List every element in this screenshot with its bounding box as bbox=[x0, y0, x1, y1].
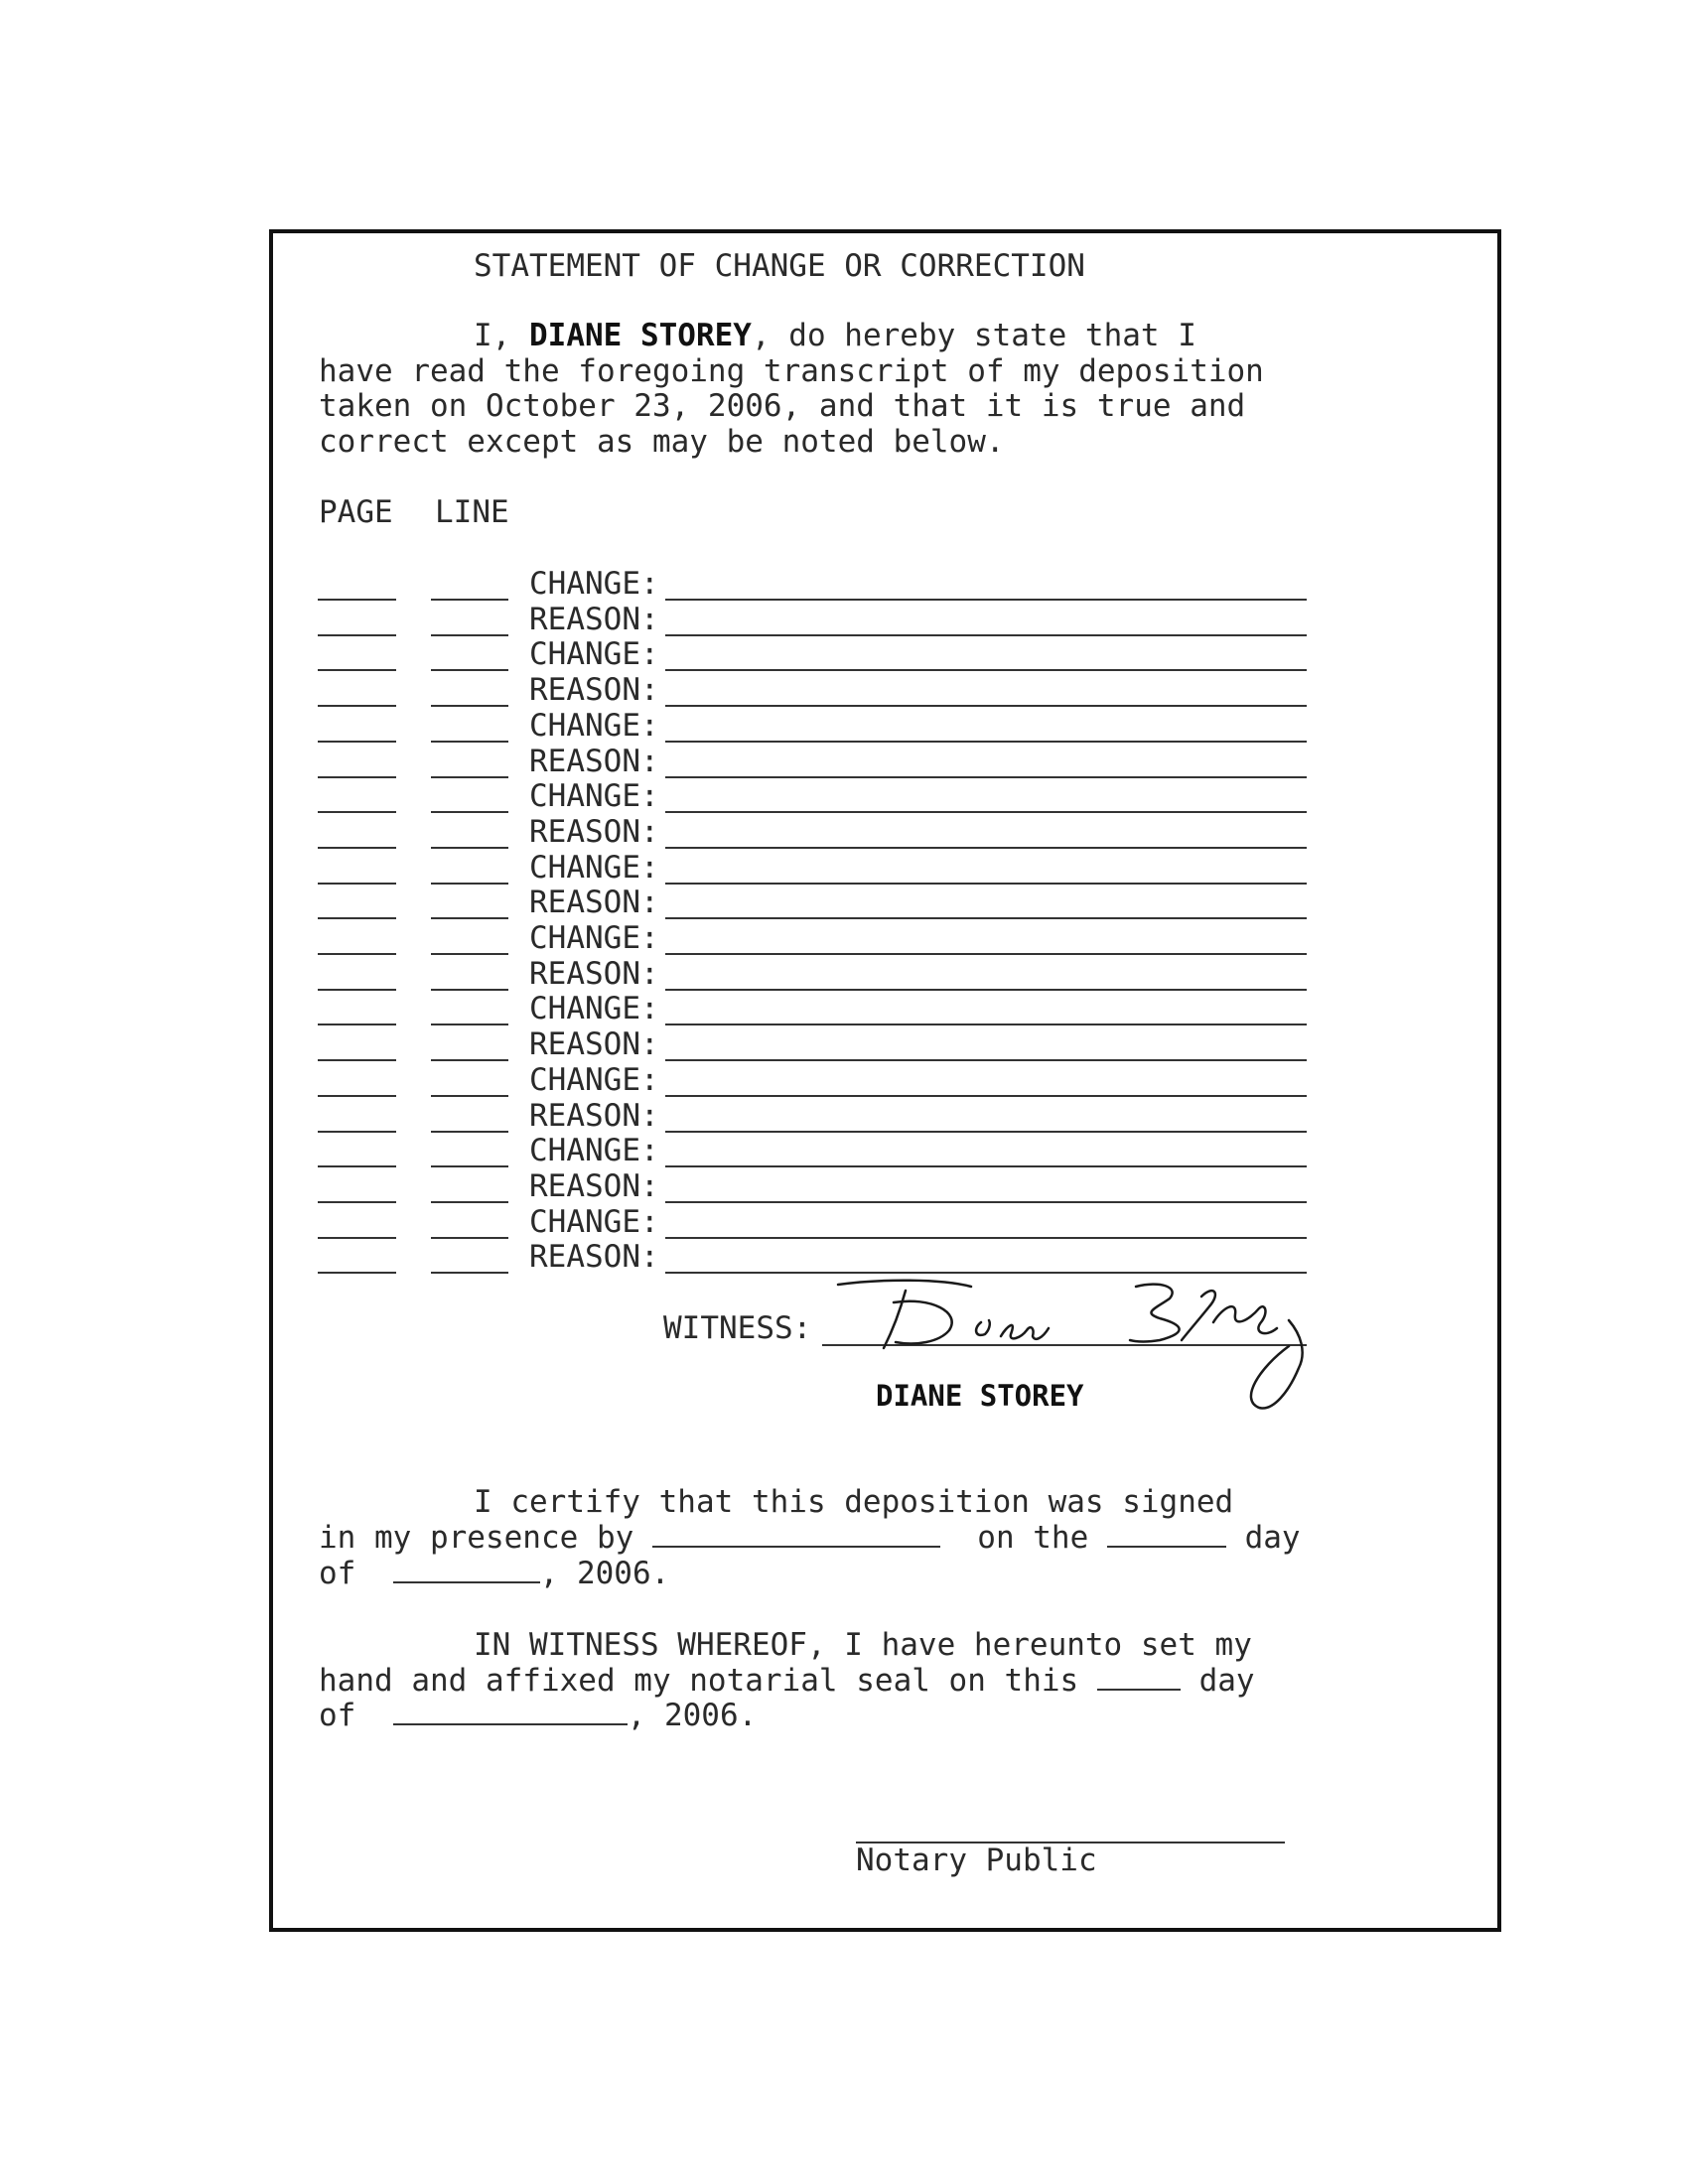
line-number-blank[interactable] bbox=[431, 1165, 508, 1167]
change-label: CHANGE: bbox=[529, 1062, 659, 1098]
reason-text-line[interactable] bbox=[665, 989, 1307, 991]
certify-month-blank[interactable] bbox=[393, 1558, 540, 1583]
change-text-line[interactable] bbox=[665, 1165, 1307, 1167]
change-text-line[interactable] bbox=[665, 1237, 1307, 1239]
line-number-blank[interactable] bbox=[431, 989, 508, 991]
page-number-blank[interactable] bbox=[318, 847, 396, 849]
change-label: CHANGE: bbox=[529, 708, 659, 744]
whereof-year-text: , 2006. bbox=[627, 1698, 758, 1733]
page-number-blank[interactable] bbox=[318, 1272, 396, 1274]
reason-text-line[interactable] bbox=[665, 634, 1307, 636]
line-number-blank[interactable] bbox=[431, 634, 508, 636]
change-label: CHANGE: bbox=[529, 1133, 659, 1168]
reason-text-line[interactable] bbox=[665, 847, 1307, 849]
certify-year-text: , 2006. bbox=[539, 1556, 670, 1591]
page-number-blank[interactable] bbox=[318, 1165, 396, 1167]
change-text-line[interactable] bbox=[665, 953, 1307, 955]
page-number-blank[interactable] bbox=[318, 917, 396, 919]
certify-line-3 bbox=[319, 1556, 669, 1591]
change-text-line[interactable] bbox=[665, 741, 1307, 743]
line-number-blank[interactable] bbox=[431, 1131, 508, 1133]
reason-label: REASON: bbox=[529, 602, 659, 637]
page-column-header: PAGE bbox=[319, 494, 393, 530]
line-number-blank[interactable] bbox=[431, 917, 508, 919]
line-number-blank[interactable] bbox=[431, 705, 508, 707]
reason-text-line[interactable] bbox=[665, 1201, 1307, 1203]
line-number-blank[interactable] bbox=[431, 1272, 508, 1274]
whereof-line-1: IN WITNESS WHEREOF, I have hereunto set my bbox=[474, 1627, 1252, 1663]
reason-text-line[interactable] bbox=[665, 1131, 1307, 1133]
deponent-name: DIANE STOREY bbox=[529, 318, 752, 353]
witness-label: WITNESS: bbox=[663, 1310, 812, 1346]
page-number-blank[interactable] bbox=[318, 1201, 396, 1203]
reason-label: REASON: bbox=[529, 672, 659, 708]
line-number-blank[interactable] bbox=[431, 599, 508, 601]
whereof-month-blank[interactable] bbox=[393, 1700, 628, 1725]
whereof-of-text: of bbox=[319, 1698, 356, 1733]
page-number-blank[interactable] bbox=[318, 776, 396, 778]
change-text-line[interactable] bbox=[665, 599, 1307, 601]
page-number-blank[interactable] bbox=[318, 1024, 396, 1025]
line-number-blank[interactable] bbox=[431, 1024, 508, 1025]
reason-label: REASON: bbox=[529, 1239, 659, 1275]
page-number-blank[interactable] bbox=[318, 883, 396, 885]
intro-line-1 bbox=[474, 318, 1196, 353]
page-number-blank[interactable] bbox=[318, 599, 396, 601]
page-number-blank[interactable] bbox=[318, 705, 396, 707]
intro-suffix: , do hereby state that I bbox=[751, 318, 1196, 353]
whereof-day-text: day bbox=[1198, 1663, 1255, 1699]
reason-label: REASON: bbox=[529, 1026, 659, 1062]
line-number-blank[interactable] bbox=[431, 1059, 508, 1061]
line-number-blank[interactable] bbox=[431, 811, 508, 813]
line-number-blank[interactable] bbox=[431, 1201, 508, 1203]
certify-on-the-text: on the bbox=[977, 1520, 1089, 1556]
page-number-blank[interactable] bbox=[318, 634, 396, 636]
signer-name-blank[interactable] bbox=[652, 1522, 940, 1548]
certify-line-2 bbox=[319, 1520, 1301, 1556]
line-number-blank[interactable] bbox=[431, 953, 508, 955]
line-number-blank[interactable] bbox=[431, 669, 508, 671]
whereof-seal-text: hand and affixed my notarial seal on this bbox=[319, 1663, 1079, 1699]
change-text-line[interactable] bbox=[665, 669, 1307, 671]
reason-text-line[interactable] bbox=[665, 705, 1307, 707]
change-text-line[interactable] bbox=[665, 1024, 1307, 1025]
reason-label: REASON: bbox=[529, 814, 659, 850]
page-number-blank[interactable] bbox=[318, 989, 396, 991]
change-label: CHANGE: bbox=[529, 850, 659, 886]
page-number-blank[interactable] bbox=[318, 1131, 396, 1133]
line-number-blank[interactable] bbox=[431, 847, 508, 849]
document-title: STATEMENT OF CHANGE OR CORRECTION bbox=[474, 248, 1085, 284]
line-column-header: LINE bbox=[435, 494, 509, 530]
intro-line-3: taken on October 23, 2006, and that it is true and bbox=[319, 388, 1246, 424]
change-label: CHANGE: bbox=[529, 566, 659, 602]
change-label: CHANGE: bbox=[529, 991, 659, 1026]
page-number-blank[interactable] bbox=[318, 811, 396, 813]
reason-text-line[interactable] bbox=[665, 917, 1307, 919]
page-number-blank[interactable] bbox=[318, 669, 396, 671]
page-number-blank[interactable] bbox=[318, 1237, 396, 1239]
certify-day-blank[interactable] bbox=[1107, 1522, 1226, 1548]
whereof-day-blank[interactable] bbox=[1097, 1665, 1181, 1691]
intro-line-2: have read the foregoing transcript of my deposition bbox=[319, 353, 1264, 389]
change-text-line[interactable] bbox=[665, 811, 1307, 813]
reason-text-line[interactable] bbox=[665, 1059, 1307, 1061]
change-text-line[interactable] bbox=[665, 1095, 1307, 1097]
page-number-blank[interactable] bbox=[318, 953, 396, 955]
line-number-blank[interactable] bbox=[431, 741, 508, 743]
reason-label: REASON: bbox=[529, 956, 659, 992]
page-number-blank[interactable] bbox=[318, 1059, 396, 1061]
page-number-blank[interactable] bbox=[318, 1095, 396, 1097]
line-number-blank[interactable] bbox=[431, 1095, 508, 1097]
certify-line-1: I certify that this deposition was signed bbox=[474, 1484, 1234, 1520]
change-label: CHANGE: bbox=[529, 778, 659, 814]
reason-label: REASON: bbox=[529, 885, 659, 920]
witness-printed-name: DIANE STOREY bbox=[876, 1379, 1084, 1413]
change-label: CHANGE: bbox=[529, 920, 659, 956]
intro-prefix: I, bbox=[474, 318, 529, 353]
change-label: CHANGE: bbox=[529, 636, 659, 672]
line-number-blank[interactable] bbox=[431, 883, 508, 885]
certify-of-text: of bbox=[319, 1556, 356, 1591]
change-text-line[interactable] bbox=[665, 883, 1307, 885]
reason-label: REASON: bbox=[529, 1098, 659, 1134]
intro-line-4: correct except as may be noted below. bbox=[319, 424, 1005, 460]
change-label: CHANGE: bbox=[529, 1204, 659, 1240]
reason-label: REASON: bbox=[529, 744, 659, 779]
reason-label: REASON: bbox=[529, 1168, 659, 1204]
certify-by-text: in my presence by bbox=[319, 1520, 634, 1556]
reason-text-line[interactable] bbox=[665, 776, 1307, 778]
line-number-blank[interactable] bbox=[431, 1237, 508, 1239]
whereof-line-2 bbox=[319, 1663, 1255, 1699]
certify-day-text: day bbox=[1244, 1520, 1301, 1556]
whereof-line-3 bbox=[319, 1698, 757, 1733]
notary-label: Notary Public bbox=[856, 1843, 1097, 1878]
page-number-blank[interactable] bbox=[318, 741, 396, 743]
line-number-blank[interactable] bbox=[431, 776, 508, 778]
